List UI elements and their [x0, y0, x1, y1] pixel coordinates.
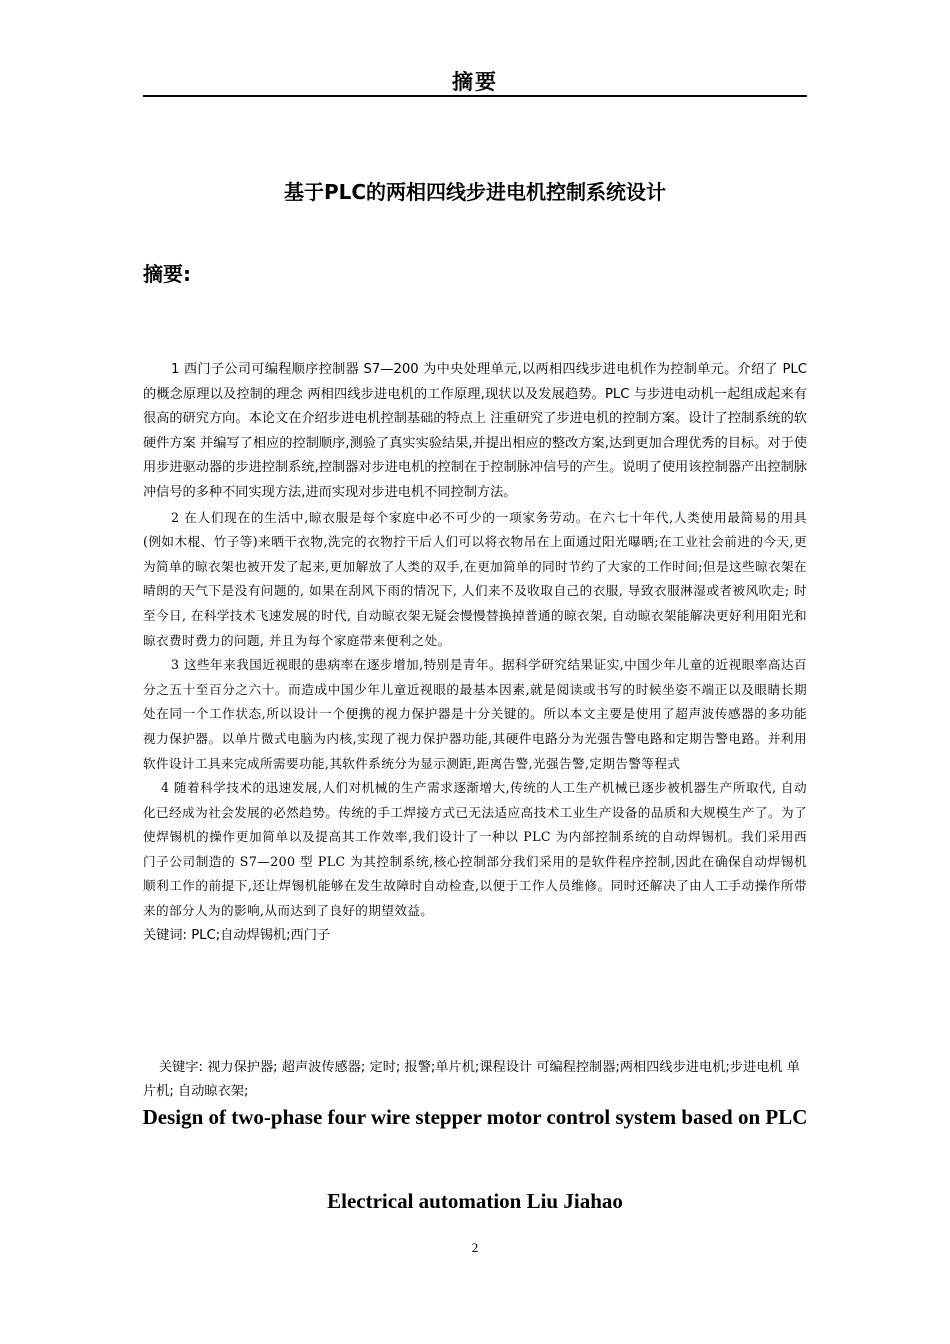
abstract-paragraph-3: 3 这些年来我国近视眼的患病率在逐步增加,特别是青年。据科学研究结果证实,中国少年儿童的近视眼率高达百分之五十至百分之六十。而造成中国少年儿童近视眼的最基本因素,就是阅读或书写的时候坐姿不端正以及眼睛长期处在同一个工作状态,所以设计一个便携的视力保护器是十分关键的。所以本文主要是使用了超声波传感器的多功能视力保护器。以单片微式电脑为内核,实现了视力保护器功能,其硬件电路分为光强告警电路和定期告警电路。并利用软件设计工具来完成所需要功能,其软件系统分为显示测距,距离告警,光强告警,定期告警等程式	[143, 657, 807, 771]
english-title: Design of two-phase four wire stepper motor control system based on PLC	[142, 1105, 808, 1129]
abstract-paragraph-2: 2 在人们现在的生活中,晾衣服是每个家庭中必不可少的一项家务劳动。在六七十年代,人类使用最简易的用具(例如木棍、竹子等)来晒干衣物,洗完的衣物拧干后人们可以将衣物吊在上面通过阳光曝晒;在工业社会前进的今天,更为简单的晾衣架也被开发了起来,更加解放了人类的双手,在更加简单的同时节约了大家的工作时间;但是这些晾衣架在晴朗的天气下是没有问题的, 如果在刮风下雨的情况下, 人们来不及收取自己的衣服, 导致衣服淋湿或者被风吹走; 时至今日, 在科学技术飞速发展的时代, 自动晾衣架无疑会慢慢替换掉普通的晾衣架, 自动晾衣架能解决更好利用阳光和晾衣费时费力的问题, 并且为每个家庭带来便利之处。	[143, 509, 807, 648]
document-title: 基于PLC的两相四线步进电机控制系统设计	[283, 180, 667, 204]
english-author: Electrical automation Liu Jiahao	[327, 1189, 623, 1213]
abstract-body	[143, 358, 807, 948]
page-header-title: 摘要	[452, 70, 498, 94]
abstract-paragraph-1: 1 西门子公司可编程顺序控制器 S7—200 为中央处理单元,以两相四线步进电机作为控制单元。介绍了 PLC 的概念原理以及控制的理念 两相四线步进电机的工作原理,现状以及发展趋势。PLC 与步进电动机一起组成起来有很高的研究方向。本论文在介绍步进电机控制基础的特点上 注重研究了步进电机的控制方案。设计了控制系统的软硬件方案 并编写了相应的控制顺序,测验了真实实验结果,并提出相应的整改方案,达到更加合理优秀的目标。对于使用步进驱动器的步进控制系统,控制器对步进电机的控制在于控制脉冲信号的产生。说明了使用该控制器产出控制脉冲信号的多种不同实现方法,进而实现对步进电机不同控制方法。	[143, 362, 807, 500]
abstract-paragraph-4: 4 随着科学技术的迅速发展,人们对机械的生产需求逐渐增大,传统的人工生产机械已逐步被机器生产所取代, 自动化已经成为社会发展的必然趋势。传统的手工焊接方式已无法适应高技术工业生产设备的品质和大规模生产了。为了使焊锡机的操作更加简单以及提高其工作效率,我们设计了一种以 PLC 为内部控制系统的自动焊锡机。我们采用西门子公司制造的 S7—200 型 PLC 为其控制系统,核心控制部分我们采用的是软件程序控制,因此在确保自动焊锡机顺利工作的前提下,还让焊锡机能够在发生故障时自动检查,以便于工作人员维修。同时还解决了由人工手动操作所带来的部分人为的影响,从而达到了良好的期望效益。	[143, 780, 807, 919]
keywords-line-1: 关键词: PLC;自动焊锡机;西门子	[143, 927, 331, 943]
keywords-line-2: 关键字: 视力保护器; 超声波传感器; 定时; 报警;单片机;课程设计 可编程控制器;两相四线步进电机;步进电机 单片机; 自动晾衣架;	[143, 1060, 800, 1099]
header-divider	[143, 95, 807, 97]
page-number: 2	[471, 1240, 479, 1255]
abstract-heading: 摘要:	[143, 262, 191, 286]
